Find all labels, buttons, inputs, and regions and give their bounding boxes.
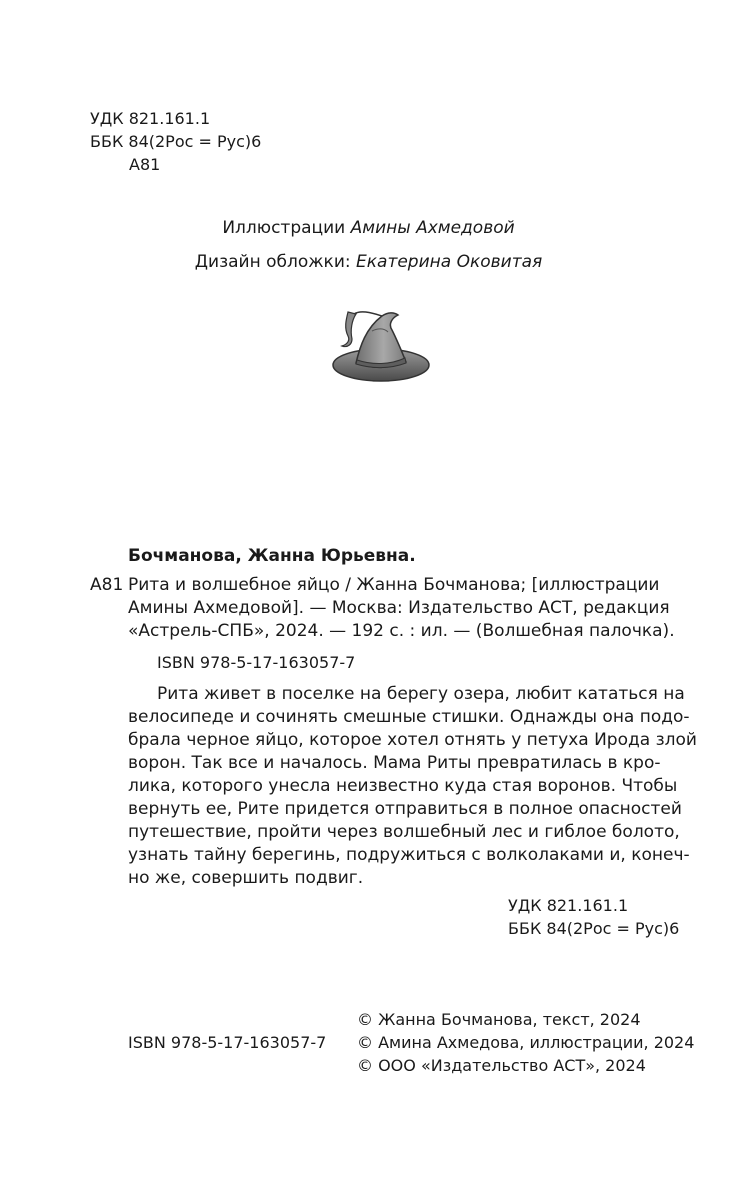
copyright-line: © ООО «Издательство АСТ», 2024 bbox=[357, 1056, 646, 1075]
designer-name: Екатерина Оковитая bbox=[356, 252, 543, 272]
annotation-line: лика, которого унесла неизвестно куда стая воронов. Чтобы bbox=[128, 776, 678, 796]
bibliographic-line: Амины Ахмедовой]. — Москва: Издательство АСТ, редакция bbox=[128, 598, 670, 618]
bibliographic-line: Рита и волшебное яйцо / Жанна Бочманова; [иллюстрации bbox=[128, 575, 660, 595]
annotation-line: вернуть ее, Рите придется отправиться в полное опасностей bbox=[128, 799, 682, 819]
witch-hat-icon bbox=[326, 306, 432, 388]
annotation-line: ворон. Так все и началось. Мама Риты превратилась в кро- bbox=[128, 753, 661, 773]
annotation-line: путешествие, пройти через волшебный лес и гиблое болото, bbox=[128, 822, 680, 842]
copyright-line: © Амина Ахмедова, иллюстрации, 2024 bbox=[357, 1033, 695, 1052]
bbk-code-bottom: ББК 84(2Рос = Рус)6 bbox=[508, 919, 680, 938]
bbk-code: ББК 84(2Рос = Рус)6 bbox=[90, 132, 262, 151]
author-mark: А81 bbox=[129, 155, 161, 174]
annotation-line: брала черное яйцо, которое хотел отнять у петуха Ирода злой bbox=[128, 730, 697, 750]
annotation-line: но же, совершить подвиг. bbox=[128, 868, 364, 888]
annotation-line: велосипеде и сочинять смешные стишки. Однажды она подо- bbox=[128, 707, 690, 727]
udk-code: УДК 821.161.1 bbox=[90, 109, 211, 128]
illustrations-credit bbox=[0, 217, 737, 240]
copyright-line: © Жанна Бочманова, текст, 2024 bbox=[357, 1010, 641, 1029]
illustrations-label: Иллюстрации bbox=[222, 218, 351, 238]
isbn-footer: ISBN 978-5-17-163057-7 bbox=[128, 1033, 327, 1052]
design-label: Дизайн обложки: bbox=[194, 252, 357, 272]
bibliographic-line: «Астрель-СПБ», 2024. — 192 с. : ил. — (Волшебная палочка). bbox=[128, 621, 675, 641]
illustrator-name: Амины Ахмедовой bbox=[350, 218, 515, 238]
isbn-record: ISBN 978-5-17-163057-7 bbox=[157, 653, 356, 672]
annotation-line: Рита живет в поселке на берегу озера, любит кататься на bbox=[157, 684, 685, 704]
udk-code-bottom: УДК 821.161.1 bbox=[508, 896, 629, 915]
cover-design-credit bbox=[0, 251, 737, 274]
author-mark-mid: А81 bbox=[90, 575, 124, 595]
author-heading: Бочманова, Жанна Юрьевна. bbox=[128, 546, 416, 566]
annotation-line: узнать тайну берегинь, подружиться с волколаками и, конеч- bbox=[128, 845, 690, 865]
